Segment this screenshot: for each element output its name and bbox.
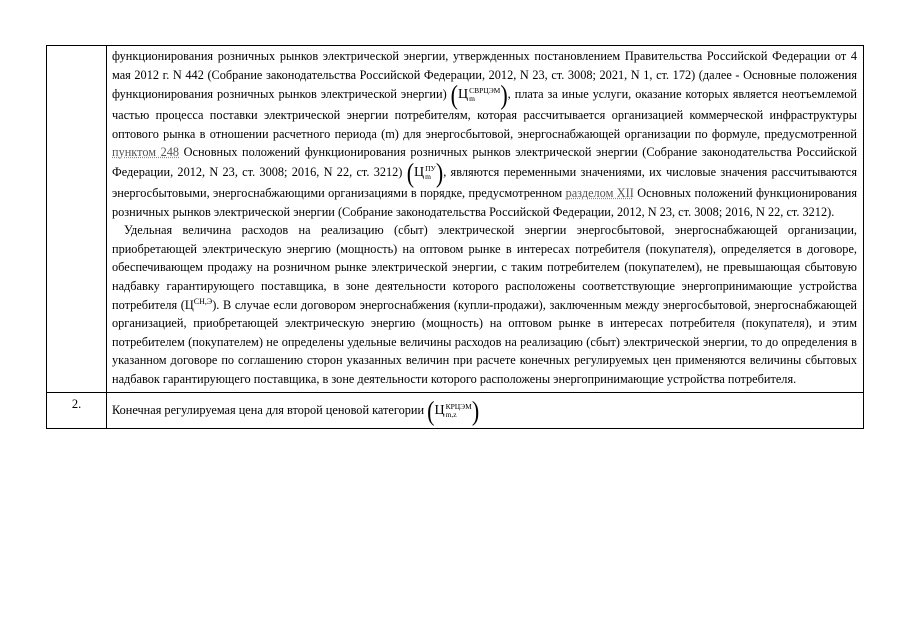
formula-sub: m (425, 171, 431, 181)
formula-base: Ц (414, 164, 425, 180)
link-razdel-xii[interactable]: разделом XII (565, 185, 634, 200)
paragraph-text: Удельная величина расходов на реализацию (сбыт) электрической энергии энергосбытовой, энергоснабжающей организации, приобретающей электрическую энергию (мощность) на оптовом рынке в интересах потребителя (покупателя), определяется в договоре, обеспечивающем продажу на розничном рынке электрической энергии, с таким потребителем (покупателем), не превышающая сбытовую надбавку гарантирующего поставщика, в зоне деятельности которого расположены соответствующие энергопринимающие устройства потребителя (Ц (112, 223, 857, 312)
row-number-cell (47, 392, 107, 428)
formula-base: Ц (458, 87, 469, 103)
row-title: Конечная регулируемая цена для второй ценовой категории (112, 402, 425, 417)
document-table (46, 45, 864, 429)
formula-svrcem: (Ц СВРЦЭМ m ) (450, 78, 508, 111)
formula-krcem: (Ц КРЦЭМ m,z ) (427, 394, 480, 426)
table-row (47, 392, 864, 428)
paragraph-text: Основных положений функционирования розничных рынков электрической энергии (Собрание законодательства Российской Федерации, 2012, N 23, ст. 3008; 2016, N 22, ст. 3212) (112, 145, 857, 179)
formula-sub: m,z (445, 409, 457, 419)
paragraph-text: функционирования розничных рынков электрической энергии, утвержденных постановлением Правительства Российской Федерации от 4 мая 2012 г. N 442 (Собрание законодательства Российской Федерации, 2012, N 23, ст. 3008; 2021, N 1, ст. 172) (далее - Основные положения функционирования розничных рынков электрической энергии) (112, 49, 857, 102)
formula-sup: СВРЦЭМ (469, 86, 501, 96)
formula-sup: КРЦЭМ (445, 401, 472, 411)
paragraph-2 (112, 221, 857, 388)
paragraph-text: Основных положений функционирования розничных рынков электрической энергии (Собрание законодательства Российской Федерации, 2012, N 23, ст. 3008; 2016, N 22, ст. 3212). (112, 185, 858, 219)
link-punkt-248[interactable]: пунктом 248 (112, 145, 180, 160)
paragraph-text: , являются переменными значениями, их числовые значения рассчитываются энергосбытовыми, энергоснабжающими организациями в порядке, предусмотренном (112, 164, 858, 200)
row-text-cell (107, 46, 864, 393)
table-row (47, 46, 864, 393)
formula-pu: (Ц ПУ m ) (406, 156, 444, 188)
row-number: 2. (71, 396, 82, 411)
row-number-cell (47, 46, 107, 393)
paragraph-text: ). В случае если договором энергоснабжения (купли-продажи), заключенным между энергосбытовой, энергоснабжающей организацией, приобретающей электрическую энергию (мощность) на оптовом рынке в интересах потребителя (покупателя), и этим потребителем (покупателем) не определены удельные величины расходов на реализацию (сбыт) электрической энергии, то до определения в указанном договоре по соглашению сторон указанных величин при расчете конечных регулируемых цен применяются величины сбытовых надбавок гарантирующего поставщика, в зоне деятельности которого расположены энергопринимающие устройства потребителя. (112, 297, 857, 386)
formula-sup: СН,Э (193, 296, 213, 306)
formula-sup: ПУ (425, 163, 436, 173)
paragraph-text: , плата за иные услуги, оказание которых является неотъемлемой частью процесса поставки электрической энергии потребителям, которая рассчитывается организацией коммерческой инфраструктуры оптового рынка в отношении расчетного периода (m) для энергосбытовой, энергоснабжающей организации по формуле, предусмотренной (112, 87, 858, 141)
paragraph-1 (112, 47, 857, 221)
formula-sub: m (469, 94, 475, 104)
formula-base: Ц (434, 402, 445, 418)
row-text-cell (107, 392, 864, 428)
